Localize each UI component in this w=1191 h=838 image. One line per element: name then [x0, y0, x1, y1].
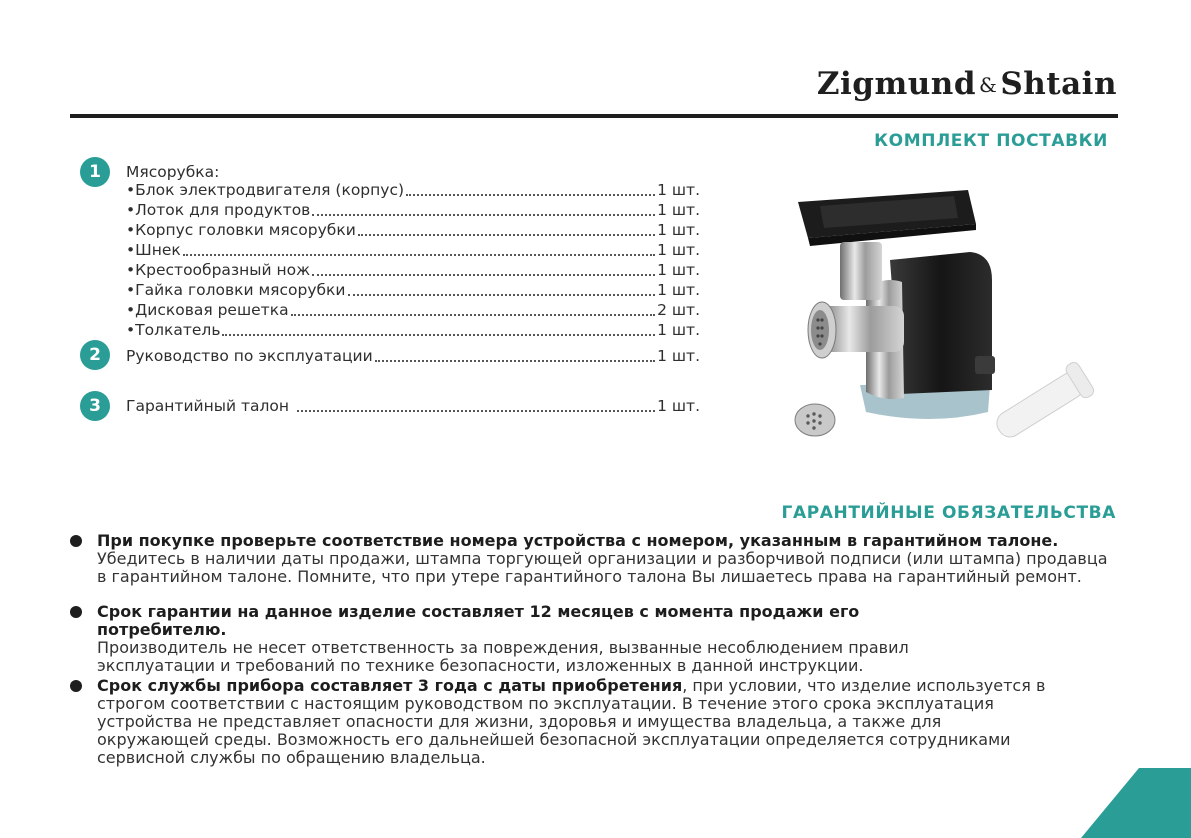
dot-leader	[222, 334, 655, 336]
part-label: •Гайка головки мясорубки	[126, 281, 346, 299]
part-label: •Крестообразный нож	[126, 261, 311, 279]
dot-leader	[183, 254, 655, 256]
brand-name-left: Zigmund	[816, 66, 977, 102]
bullet-2	[70, 606, 82, 618]
package-line	[126, 200, 700, 220]
part-quantity: 2 шт.	[657, 301, 700, 319]
dot-leader	[291, 314, 656, 316]
part-label: •Толкатель	[126, 321, 221, 339]
warranty-paragraph-3	[97, 677, 1057, 767]
meat-grinder-image	[780, 180, 1110, 460]
dot-leader	[297, 410, 655, 412]
header-divider	[70, 114, 1118, 118]
package-line-manual	[126, 346, 700, 366]
corner-decoration	[1081, 768, 1191, 838]
package-section-title: КОМПЛЕКТ ПОСТАВКИ	[874, 131, 1108, 151]
warranty-paragraph-2	[97, 603, 977, 675]
package-line	[126, 240, 700, 260]
part-quantity: 1 шт.	[657, 201, 700, 219]
part-label: •Лоток для продуктов	[126, 201, 311, 219]
warranty-paragraph-1	[97, 532, 1117, 586]
item-number-badge-3: 3	[80, 391, 110, 421]
dot-leader	[406, 194, 655, 196]
part-quantity: 1 шт.	[657, 221, 700, 239]
package-line	[126, 280, 700, 300]
item-title-meat-grinder: Мясорубка:	[126, 163, 220, 181]
package-line	[126, 180, 700, 200]
bullet-1	[70, 535, 82, 547]
part-label: •Блок электродвигателя (корпус)	[126, 181, 405, 199]
warranty-section-title: ГАРАНТИЙНЫЕ ОБЯЗАТЕЛЬСТВА	[781, 503, 1116, 523]
package-line	[126, 320, 700, 340]
dot-leader	[358, 234, 655, 236]
paragraph-3-bold: Срок службы прибора составляет 3 года с даты приобретения	[97, 676, 683, 695]
brand-logo	[817, 66, 1117, 102]
item-label-manual: Руководство по эксплуатации	[126, 347, 373, 365]
part-label: •Дисковая решетка	[126, 301, 289, 319]
part-quantity: 1 шт.	[657, 321, 700, 339]
paragraph-3-text: , при условии, что изделие используется в строгом соответствии с настоящим руководством по эксплуатации. В течение этого срока эксплуатация устройства не представляет опасности для жизни, здоровья и имущества владельца, а также для окружающей среды. Возможность его дальнейшей безопасной эксплуатации определяется сотрудниками сервисной службы по обращению владельца.	[97, 676, 1046, 767]
paragraph-1-bold: При покупке проверьте соответствие номера устройства с номером, указанным в гарантийном талоне.	[97, 531, 1059, 550]
part-quantity: 1 шт.	[657, 181, 700, 199]
part-quantity: 1 шт.	[657, 281, 700, 299]
bullet-3	[70, 680, 82, 692]
item-label-warranty-card: Гарантийный талон	[126, 397, 290, 415]
paragraph-2-text: Производитель не несет ответственность за повреждения, вызванные несоблюдением правил эксплуатации и требований по технике безопасности, изложенных в данной инструкции.	[97, 638, 909, 675]
package-line	[126, 220, 700, 240]
dot-leader	[312, 274, 655, 276]
part-quantity: 1 шт.	[657, 261, 700, 279]
package-line	[126, 260, 700, 280]
package-line	[126, 300, 700, 320]
item-quantity-warranty-card: 1 шт.	[657, 397, 700, 415]
dot-leader	[312, 214, 655, 216]
brand-name-right: Shtain	[1000, 66, 1117, 102]
part-label: •Корпус головки мясорубки	[126, 221, 356, 239]
brand-ampersand: &	[979, 73, 998, 97]
paragraph-2-bold: Срок гарантии на данное изделие составляет 12 месяцев с момента продажи его потребителю.	[97, 602, 860, 639]
part-quantity: 1 шт.	[657, 241, 700, 259]
item-number-badge-1: 1	[80, 157, 110, 187]
package-line-warranty-card	[126, 396, 700, 416]
item-number-badge-2: 2	[80, 340, 110, 370]
dot-leader	[375, 360, 655, 362]
dot-leader	[348, 294, 656, 296]
item-quantity-manual: 1 шт.	[657, 347, 700, 365]
part-label: •Шнек	[126, 241, 181, 259]
paragraph-1-text: Убедитесь в наличии даты продажи, штампа торгующей организации и разборчивой подписи (или штампа) продавца в гарантийном талоне. Помните, что при утере гарантийного талона Вы лишаетесь права на гарантийный ремонт.	[97, 549, 1108, 586]
